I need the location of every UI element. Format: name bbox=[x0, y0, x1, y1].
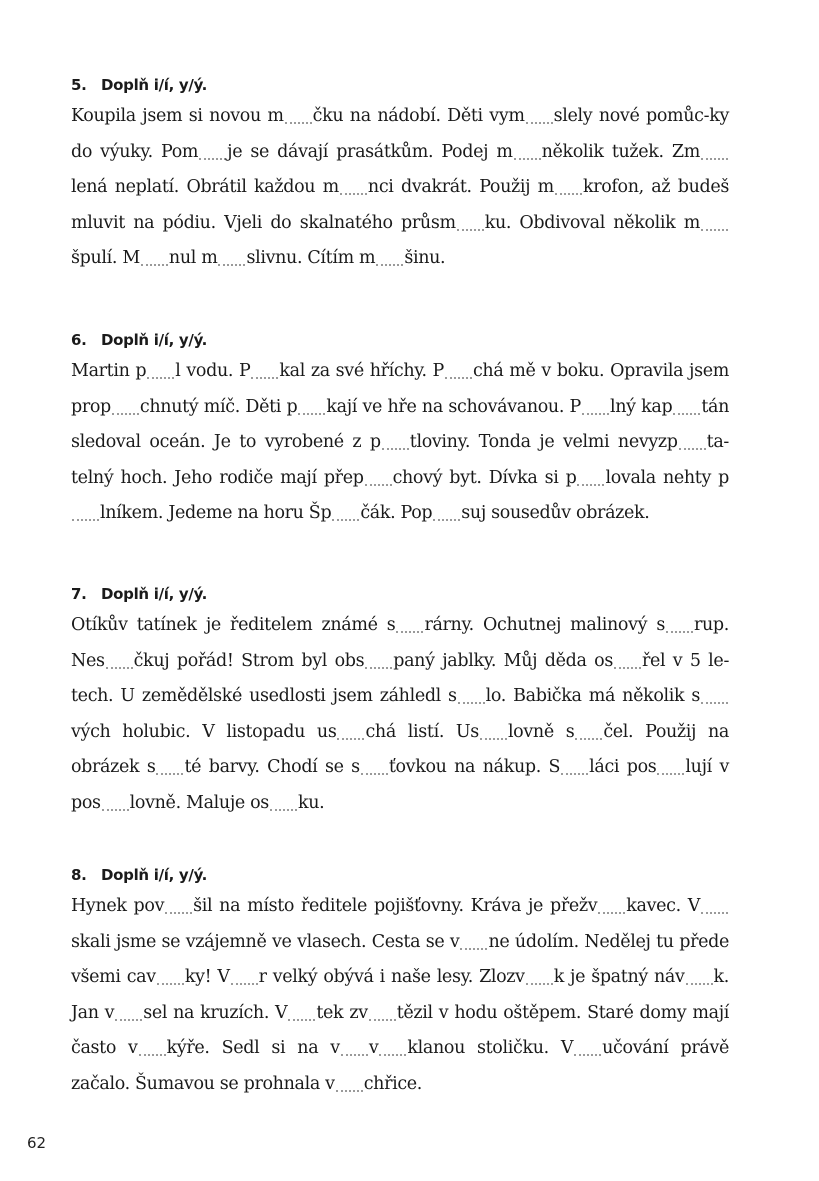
fill-in-blank[interactable] bbox=[657, 756, 684, 776]
exercise-number: 5. bbox=[71, 76, 87, 94]
text-segment: kavec. V bbox=[626, 896, 700, 916]
text-segment: kal za své hříchy. P bbox=[279, 361, 444, 381]
fill-in-blank[interactable] bbox=[337, 720, 364, 740]
text-segment: nci dvakrát. Použij m bbox=[367, 177, 554, 197]
exercise-heading bbox=[71, 581, 729, 608]
fill-in-blank[interactable] bbox=[365, 649, 392, 669]
fill-in-blank[interactable] bbox=[458, 685, 485, 705]
fill-in-blank[interactable] bbox=[445, 360, 472, 380]
text-segment: tek zv bbox=[316, 1002, 368, 1023]
fill-in-blank[interactable] bbox=[376, 247, 403, 267]
fill-in-blank[interactable] bbox=[336, 1072, 363, 1092]
exercise-title: Doplň i/í, y/ý. bbox=[101, 76, 208, 94]
text-segment: lují v pos bbox=[71, 757, 729, 813]
exercise-text bbox=[71, 99, 729, 277]
text-segment: ta-telný hoch. Jeho rodiče mají přep bbox=[71, 432, 729, 488]
text-segment: Martin p bbox=[71, 361, 147, 381]
fill-in-blank[interactable] bbox=[102, 791, 129, 811]
fill-in-blank[interactable] bbox=[251, 360, 278, 380]
exercise-number: 7. bbox=[71, 585, 87, 603]
exercise-title: Doplň i/í, y/ý. bbox=[101, 585, 208, 603]
exercise-number: 6. bbox=[71, 331, 87, 349]
text-segment: slely nové pomůc-ky do výuky. Pom bbox=[71, 106, 729, 162]
text-segment: je se dávají prasátkům. Podej m bbox=[227, 141, 513, 162]
text-segment: chá mě v boku. Opravila jsem prop bbox=[71, 361, 729, 417]
text-segment: tězil v hodu oštěpem. Staré domy mají často v bbox=[71, 1002, 730, 1058]
fill-in-blank[interactable] bbox=[341, 1037, 368, 1057]
text-segment: ne údolím. Nedělej tu přede všemi cav bbox=[71, 931, 729, 987]
fill-in-blank[interactable] bbox=[526, 105, 553, 125]
fill-in-blank[interactable] bbox=[457, 211, 484, 231]
text-segment: klanou stoličku. V bbox=[407, 1038, 574, 1058]
fill-in-blank[interactable] bbox=[285, 105, 312, 125]
fill-in-blank[interactable] bbox=[231, 966, 258, 986]
fill-in-blank[interactable] bbox=[369, 1001, 396, 1021]
text-segment: r velký obývá i naše lesy. Zlozv bbox=[258, 967, 525, 987]
fill-in-blank[interactable] bbox=[270, 791, 297, 811]
exercise-heading bbox=[71, 862, 729, 889]
fill-in-blank[interactable] bbox=[139, 1037, 166, 1057]
text-segment: tán sledoval oceán. Je to vyrobené z p bbox=[71, 396, 730, 452]
fill-in-blank[interactable] bbox=[582, 395, 609, 415]
text-segment: rárny. Ochutnej malinový s bbox=[424, 615, 665, 635]
text-segment: k je špatný náv bbox=[553, 967, 685, 987]
text-segment: skali jsme se vzájemně ve vlasech. Cesta se v bbox=[71, 931, 460, 952]
text-segment: lovala nehty p bbox=[605, 467, 729, 488]
fill-in-blank[interactable] bbox=[614, 649, 641, 669]
fill-in-blank[interactable] bbox=[365, 466, 392, 486]
text-segment: k. Jan v bbox=[71, 967, 729, 1023]
text-segment: tloviny. Tonda je velmi nevyzp bbox=[409, 432, 678, 452]
text-segment: lovně s bbox=[507, 721, 575, 742]
text-segment: čkuj pořád! Strom byl obs bbox=[133, 650, 365, 671]
text-segment: krofon, až budeš mluvit na pódiu. Vjeli do skalnatého průsm bbox=[71, 177, 729, 233]
fill-in-blank[interactable] bbox=[598, 895, 625, 915]
text-segment: láci pos bbox=[589, 757, 657, 777]
fill-in-blank[interactable] bbox=[298, 395, 325, 415]
text-segment: několik tužek. Zm bbox=[541, 141, 700, 162]
text-segment: učování právě začalo. Šumavou se prohnala v bbox=[71, 1038, 729, 1094]
fill-in-blank[interactable] bbox=[673, 395, 700, 415]
exercise-heading bbox=[71, 72, 729, 99]
fill-in-blank[interactable] bbox=[156, 756, 183, 776]
text-segment: čák. Pop bbox=[360, 503, 433, 523]
text-segment: špulí. M bbox=[71, 248, 140, 268]
fill-in-blank[interactable] bbox=[701, 140, 728, 160]
fill-in-blank[interactable] bbox=[165, 895, 192, 915]
exercise-8 bbox=[71, 862, 729, 1102]
page-number: 62 bbox=[27, 1134, 47, 1152]
text-segment: nul m bbox=[168, 248, 218, 268]
fill-in-blank[interactable] bbox=[147, 360, 174, 380]
fill-in-blank[interactable] bbox=[575, 720, 602, 740]
exercise-5 bbox=[71, 72, 729, 277]
fill-in-blank[interactable] bbox=[433, 502, 460, 522]
text-segment: vých holubic. V listopadu us bbox=[71, 721, 337, 742]
text-segment: čel. Použij na obrázek s bbox=[71, 721, 729, 777]
fill-in-blank[interactable] bbox=[526, 966, 553, 986]
text-segment: ky! V bbox=[184, 967, 230, 987]
text-segment: řel v 5 le-tech. U zemědělské usedlosti jsem záhledl s bbox=[71, 650, 730, 706]
fill-in-blank[interactable] bbox=[112, 395, 139, 415]
fill-in-blank[interactable] bbox=[340, 176, 367, 196]
text-segment: kají ve hře na schovávanou. P bbox=[326, 396, 581, 417]
exercise-title: Doplň i/í, y/ý. bbox=[101, 331, 208, 349]
text-segment: ťovkou na nákup. S bbox=[388, 757, 561, 777]
fill-in-blank[interactable] bbox=[379, 1037, 406, 1057]
text-segment: lená neplatí. Obrátil každou m bbox=[71, 177, 339, 197]
fill-in-blank[interactable] bbox=[332, 502, 359, 522]
fill-in-blank[interactable] bbox=[199, 140, 226, 160]
fill-in-blank[interactable] bbox=[701, 685, 728, 705]
fill-in-blank[interactable] bbox=[115, 1001, 142, 1021]
fill-in-blank[interactable] bbox=[666, 614, 693, 634]
fill-in-blank[interactable] bbox=[574, 1037, 601, 1057]
text-segment: lovně. Maluje os bbox=[129, 792, 269, 813]
text-segment: suj sousedův obrázek. bbox=[461, 503, 650, 523]
fill-in-blank[interactable] bbox=[218, 247, 245, 267]
fill-in-blank[interactable] bbox=[382, 431, 409, 451]
fill-in-blank[interactable] bbox=[460, 930, 487, 950]
text-segment: rup. Nes bbox=[71, 615, 729, 671]
text-segment: lníkem. Jedeme na horu Šp bbox=[100, 503, 332, 523]
exercise-number: 8. bbox=[71, 866, 87, 884]
fill-in-blank[interactable] bbox=[72, 502, 99, 522]
text-segment: paný jablky. Můj děda os bbox=[393, 650, 613, 671]
text-segment: Otíkův tatínek je ředitelem známé s bbox=[71, 615, 396, 635]
fill-in-blank[interactable] bbox=[679, 431, 706, 451]
fill-in-blank[interactable] bbox=[106, 649, 133, 669]
fill-in-blank[interactable] bbox=[361, 756, 388, 776]
fill-in-blank[interactable] bbox=[701, 211, 728, 231]
text-segment: čku na nádobí. Děti vym bbox=[312, 106, 525, 126]
text-segment: chřice. bbox=[363, 1073, 423, 1094]
exercise-title: Doplň i/í, y/ý. bbox=[101, 866, 208, 884]
text-segment: ku. bbox=[297, 792, 325, 813]
text-segment: chnutý míč. Děti p bbox=[139, 396, 298, 417]
fill-in-blank[interactable] bbox=[141, 247, 168, 267]
text-segment: lný kap bbox=[609, 396, 673, 417]
fill-in-blank[interactable] bbox=[577, 466, 604, 486]
text-segment: slivnu. Cítím m bbox=[246, 248, 376, 268]
fill-in-blank[interactable] bbox=[701, 895, 728, 915]
text-segment: chový byt. Dívka si p bbox=[392, 467, 577, 488]
text-segment: šil na místo ředitele pojišťovny. Kráva je přežv bbox=[193, 896, 598, 916]
fill-in-blank[interactable] bbox=[555, 176, 582, 196]
text-segment: v bbox=[368, 1038, 379, 1058]
text-segment: chá listí. Us bbox=[365, 721, 479, 742]
fill-in-blank[interactable] bbox=[514, 140, 541, 160]
text-segment: té barvy. Chodí se s bbox=[184, 757, 360, 777]
exercise-text bbox=[71, 354, 729, 532]
text-segment: l vodu. P bbox=[175, 361, 251, 381]
exercise-6 bbox=[71, 327, 729, 532]
exercise-text bbox=[71, 889, 729, 1102]
text-segment: Koupila jsem si novou m bbox=[71, 106, 284, 126]
exercise-heading bbox=[71, 327, 729, 354]
text-segment: ku. Obdivoval několik m bbox=[484, 212, 700, 233]
exercise-7 bbox=[71, 581, 729, 821]
exercise-text bbox=[71, 608, 729, 821]
fill-in-blank[interactable] bbox=[561, 756, 588, 776]
fill-in-blank[interactable] bbox=[288, 1001, 315, 1021]
text-segment: šinu. bbox=[404, 248, 446, 268]
text-segment: sel na kruzích. V bbox=[143, 1002, 288, 1023]
fill-in-blank[interactable] bbox=[480, 720, 507, 740]
text-segment: Hynek pov bbox=[71, 896, 165, 916]
text-segment: kýře. Sedl si na v bbox=[166, 1038, 340, 1058]
fill-in-blank[interactable] bbox=[396, 614, 423, 634]
text-segment: lo. Babička má několik s bbox=[485, 686, 700, 706]
fill-in-blank[interactable] bbox=[157, 966, 184, 986]
fill-in-blank[interactable] bbox=[686, 966, 713, 986]
